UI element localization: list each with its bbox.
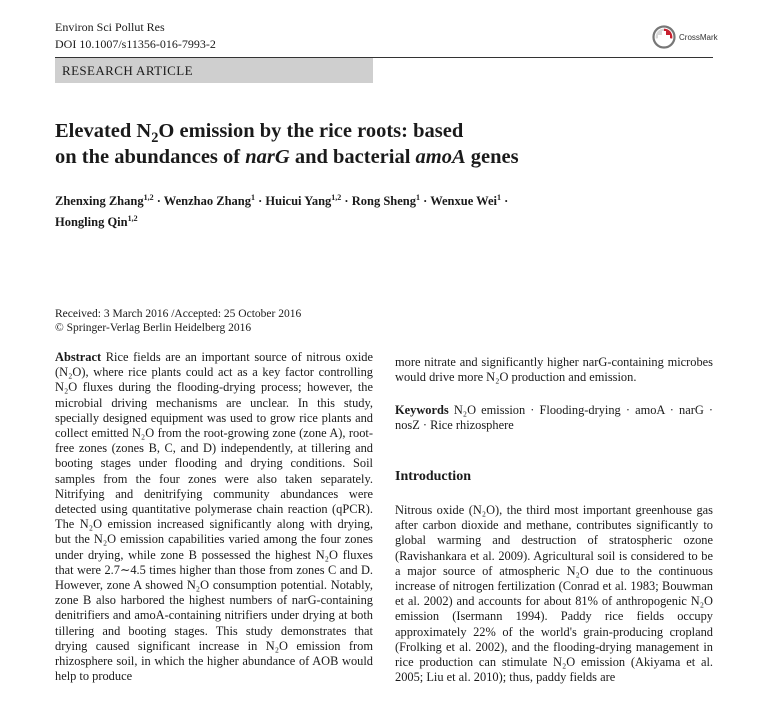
keywords [395, 403, 713, 433]
author-separator: · [341, 194, 352, 209]
article-title [55, 118, 715, 170]
author-affiliation: 1,2 [127, 214, 138, 224]
author-separator: · [254, 194, 266, 209]
title-part: genes [465, 146, 519, 168]
author[interactable]: Huicui Yang$^{1,2}$ [265, 193, 342, 209]
abstract-text: Rice fields are an important source of nitrous oxide (N₂O), where rice plants could act as a key factor controlling N₂O fluxes during the flooding-drying process; however, the microbial driving mechanisms are unclear. In this study, specially designed equipment was used to grow rice plants and collect emitted N₂O from the root-growing zone (zone A), root-free zones (zones B, C, and D) independently, at tillering and booting stages under flooding and drying conditions. Soil samples from the four zones were also taken separately. Nitrifying and denitrifying community abundances were detected using quantitative polymerase chain reaction (qPCR). The N₂O emission increased significantly along with drying, but the N₂O emission capabilities varied among the four zones under drying, while zone B possessed the highest N₂O fluxes that were 2.7∼4.5 times higher than those from zones C and D. However, zone A showed N₂O consumption potential. Notably, zone B also harbored the highest numbers of narG-containing denitrifiers and amoA-containing nitrifiers under drying at both tillering and booting stages. This study demonstrates that drying caused significant increase in N₂O emission from rhizosphere soil, in which the higher abundance of AOB would help to produce [55, 350, 373, 684]
author-affiliation: 1 [250, 193, 255, 202]
author-separator: · [500, 194, 509, 209]
keywords-heading: Keywords [395, 403, 449, 417]
keywords-text: N₂O emission · Flooding-drying · amoA · narG · nosZ · Rice rhizosphere [395, 403, 713, 433]
author-list [55, 189, 715, 231]
section-label: RESEARCH ARTICLE [62, 63, 193, 78]
title-subscript: 2 [151, 130, 159, 147]
introduction-heading: Introduction [395, 469, 471, 484]
author-affiliation: 1,2 [331, 193, 342, 202]
abstract-heading: Abstract [55, 350, 102, 364]
abstract [55, 350, 373, 684]
title-gene-amoa: amoA [415, 146, 466, 168]
title-gene-narg: narG [245, 146, 290, 168]
title-part: O emission by the rice roots: based [158, 120, 464, 142]
author[interactable]: Wenzhao Zhang$^1$ [163, 193, 255, 209]
copyright: © Springer-Verlag Berlin Heidelberg 2016 [55, 322, 252, 334]
author[interactable]: Wenxue Wei$^1$ [430, 193, 501, 209]
journal-name: Environ Sci Pollut Res [55, 20, 165, 34]
author-affiliation: 1 [496, 193, 501, 202]
author-separator: · [153, 194, 164, 209]
crossmark-label: CrossMark [679, 32, 718, 42]
author[interactable]: Hongling Qin$^{1,2}$ [55, 214, 138, 230]
title-part: and bacterial [289, 146, 416, 168]
crossmark-badge[interactable] [652, 25, 718, 49]
author-separator: · [419, 194, 431, 209]
abstract-continuation: more nitrate and significantly higher narG-containing microbes would drive more N₂O production and emission. [395, 355, 713, 385]
author-affiliation: 1 [415, 193, 420, 202]
received-dates: Received: 3 March 2016 /Accepted: 25 October 2016 [55, 308, 302, 320]
title-part: on the abundances of [55, 146, 246, 168]
author-affiliation: 1,2 [143, 193, 154, 202]
introduction-text: Nitrous oxide (N₂O), the third most important greenhouse gas after carbon dioxide and methane, contributes significantly to global warming and destruction of stratospheric ozone (Ravishankara et al. 2009). Agricultural soil is considered to be a major source of atmospheric N₂O due to the continuous increase of nitrogen fertilization (Conrad et al. 1983; Bouwman et al. 2002) and accounts for about 81% of anthropogenic N₂O emission (Isermann 1994). Paddy rice fields occupy approximately 22% of the world's grain-producing cropland (Frolking et al. 2002), and the flooding-drying management in rice production can stimulate N₂O emission (Akiyama et al. 2005; Liu et al. 2010); thus, paddy fields are [395, 503, 713, 685]
crossmark-icon [652, 25, 676, 49]
author[interactable]: Zhenxing Zhang$^{1,2}$ [55, 193, 154, 209]
author[interactable]: Rong Sheng$^1$ [351, 193, 420, 209]
doi[interactable]: DOI 10.1007/s11356-016-7993-2 [55, 37, 216, 51]
title-part: Elevated N [55, 120, 152, 142]
